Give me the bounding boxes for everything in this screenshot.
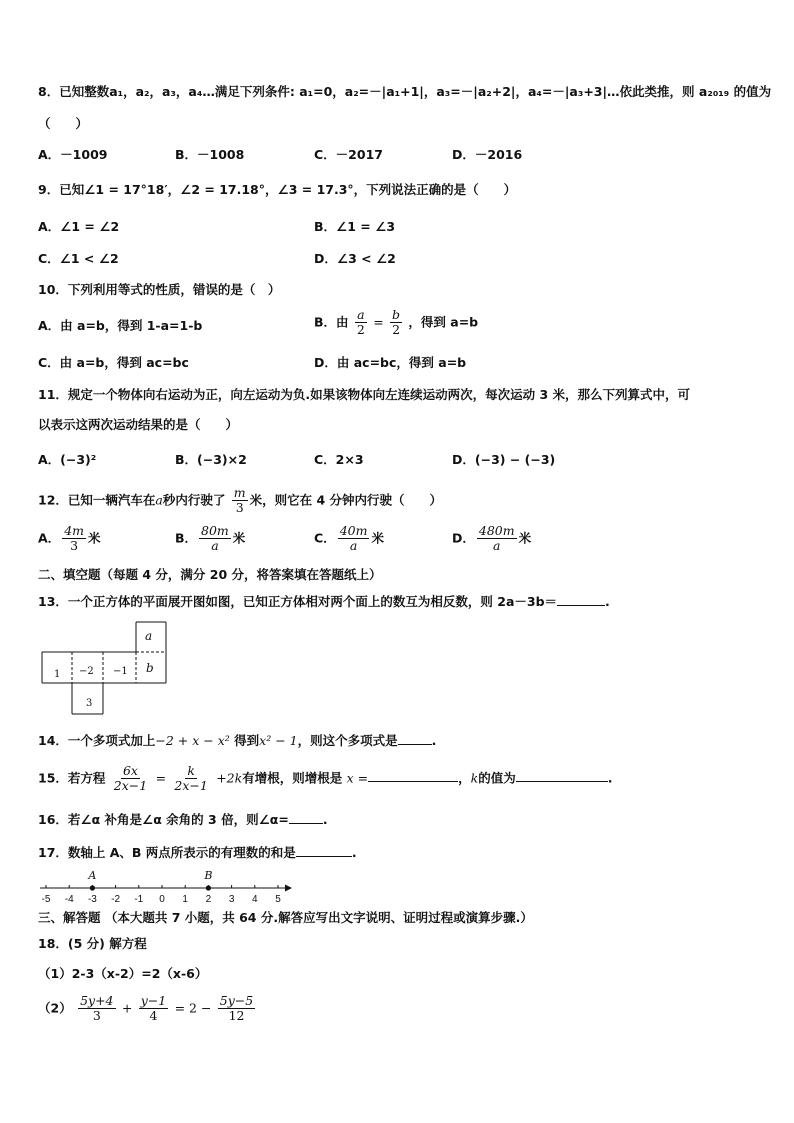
- q11-stem-line2: 以表示这两次运动结果的是（ ）: [38, 417, 239, 432]
- q12-option-a: [38, 524, 101, 554]
- q15-root-blank: [368, 781, 458, 782]
- q15-comma: ，: [458, 770, 471, 786]
- q10-option-b-suffix: ，得到 a=b: [408, 314, 479, 330]
- q12-option-a-den: 3: [70, 538, 79, 554]
- q14-expression: −2 + x − x²: [155, 733, 230, 748]
- q8-option-b: B．－1008: [175, 147, 245, 162]
- q14-stem: [38, 733, 436, 748]
- number-line-point-label-b: B: [204, 869, 213, 882]
- q15-fraction-2: [172, 764, 209, 794]
- q18-stem: 18．(5 分) 解方程: [38, 936, 147, 951]
- q9-option-b: B．∠1 = ∠3: [314, 219, 396, 234]
- q13-net-label-neg1: −1: [113, 666, 128, 677]
- q12-option-c-unit: 米: [371, 530, 384, 546]
- q13-net-label-a: a: [145, 629, 153, 643]
- q13-end: .: [605, 594, 610, 609]
- q18-part-2: [38, 994, 257, 1024]
- q11-stem-line1: 11．规定一个物体向右运动为正，向左运动为负.如果该物体向左连续运动两次，每次运动 3 米，那么下列算式中，可: [38, 387, 691, 402]
- q14-mid: 得到: [234, 733, 260, 748]
- q12-option-c-fraction: [338, 524, 370, 554]
- q12-option-d-den: a: [493, 538, 501, 554]
- q12-stem-fraction-den: 3: [235, 500, 244, 516]
- q18-fraction-2-den: 4: [149, 1008, 158, 1024]
- q15-fraction-2-den: 2x−1: [174, 778, 208, 794]
- q18-fraction-2: [139, 994, 169, 1024]
- q8-option-a: A．－1009: [38, 147, 108, 162]
- q18-fraction-3-num: 5y−5: [219, 993, 254, 1008]
- q12-option-c: [314, 524, 384, 554]
- q10-option-d: D．由 ac=bc，得到 a=b: [314, 355, 467, 370]
- number-line-tick-label: -4: [64, 894, 74, 905]
- q9-option-a: A．∠1 = ∠2: [38, 219, 120, 234]
- number-line-tick-label: -1: [134, 894, 144, 905]
- q18-fraction-1-den: 3: [92, 1008, 101, 1024]
- q15-fraction-2-num: k: [187, 763, 195, 778]
- q10-fraction-b-den: 2: [392, 322, 401, 338]
- q18-part-1: （1）2-3（x-2）=2（x-6）: [38, 966, 208, 981]
- q12-option-c-den: a: [349, 538, 358, 554]
- q15-prefix: 15．若方程: [38, 770, 106, 786]
- q18-fraction-1-num: 5y+4: [80, 993, 114, 1008]
- q15-mid: 有增根，则增根是: [242, 770, 343, 786]
- number-line-tick-label: 0: [159, 894, 165, 905]
- number-line-point-a: [90, 885, 95, 890]
- section-3-heading: 三、解答题 （本大题共 7 小题，共 64 分.解答应写出文字说明、证明过程或演算步骤.）: [38, 910, 533, 925]
- q10-equals: =: [373, 314, 384, 330]
- q10-fraction-b-num: b: [392, 307, 401, 322]
- q12-option-c-label: C．: [314, 530, 336, 546]
- q12-option-b-den: a: [211, 538, 219, 554]
- q12-stem-fraction: [232, 486, 248, 516]
- q13-stem-text: 13．一个正方体的平面展开图如图，已知正方体相对两个面上的数互为相反数，则 2a－3b＝: [38, 594, 558, 609]
- number-line-tick-label: 1: [182, 894, 188, 905]
- q12-option-b-label: B．: [175, 530, 198, 546]
- section-2-heading: 二、填空题（每题 4 分，满分 20 分，将答案填在答题纸上）: [38, 567, 382, 582]
- q15-x-equals: x =: [346, 770, 369, 786]
- q10-option-a: A．由 a=b，得到 1-a=1-b: [38, 318, 203, 333]
- q12-option-a-fraction: [62, 524, 86, 554]
- q10-option-c: C．由 a=b，得到 ac=bc: [38, 355, 189, 370]
- q10-fraction-b: [390, 308, 402, 338]
- number-line-point-b: [206, 885, 211, 890]
- q12-stem-variable: a: [155, 492, 163, 508]
- q8-option-d: D．－2016: [452, 147, 523, 162]
- q17-number-line: [36, 868, 298, 908]
- q15-fraction-1-den: 2x−1: [113, 778, 148, 794]
- q13-net-label-3: 3: [86, 698, 93, 709]
- q12-option-c-num: 40m: [339, 523, 368, 538]
- q9-option-d: D．∠3 < ∠2: [314, 251, 396, 266]
- q15-fraction-1-num: 6x: [122, 763, 138, 778]
- q17-stem-text: 17．数轴上 A、B 两点所表示的有理数的和是: [38, 845, 296, 860]
- q14-prefix: 14．一个多项式加上: [38, 733, 156, 748]
- q12-option-a-unit: 米: [88, 530, 101, 546]
- q11-option-d: D．(−3) − (−3): [452, 452, 556, 467]
- q14-suffix: ，则这个多项式是: [297, 733, 398, 748]
- number-line-tick-label: 2: [205, 894, 212, 905]
- q17-stem: [38, 845, 357, 860]
- q12-option-b-fraction: [199, 524, 231, 554]
- number-line-tick-label: -5: [41, 894, 51, 905]
- q18-plus: +: [121, 1000, 133, 1016]
- q15-k-blank: [516, 781, 608, 782]
- q9-stem: 9．已知∠1 = 17°18′，∠2 = 17.18°，∠3 = 17.3°，下列说法正确的是（ ）: [38, 182, 517, 197]
- q8-stem-line2: （ ）: [38, 116, 89, 131]
- q15-tail: +2k: [216, 770, 243, 786]
- q13-net-label-1: 1: [54, 669, 61, 680]
- q15-k-variable: k: [470, 770, 479, 786]
- q12-stem-mid: 秒内行驶了: [162, 492, 226, 508]
- q8-stem-line1: 8．已知整数a₁，a₂，a₃，a₄…满足下列条件: a₁=0，a₂=－|a₁+1|，a₃=－|a₂+2|，a₄=－|a₃+3|…依此类推，则 a₂₀₁₉ 的值为: [38, 84, 772, 99]
- q14-expression-2: x² − 1: [259, 733, 298, 748]
- q18-fraction-3-den: 12: [228, 1008, 245, 1024]
- q16-stem: [38, 812, 328, 827]
- q18-fraction-1: [78, 994, 115, 1024]
- q14-end: .: [431, 733, 437, 748]
- number-line-tick-label: 4: [252, 894, 258, 905]
- number-line-tick-label: -3: [87, 894, 97, 905]
- q18-equals: = 2 −: [174, 1000, 212, 1016]
- q12-stem: [38, 486, 442, 516]
- q15-end: .: [607, 770, 613, 786]
- q17-end: .: [351, 845, 357, 860]
- q10-stem: 10．下列利用等式的性质，错误的是（ ）: [38, 282, 281, 297]
- q10-option-b: [314, 308, 478, 338]
- q16-stem-text: 16．若∠α 补角是∠α 余角的 3 倍，则∠α=: [38, 812, 289, 827]
- number-line-tick-label: -2: [111, 894, 121, 905]
- q10-fraction-a-num: a: [357, 307, 365, 322]
- q12-option-d-label: D．: [452, 530, 475, 546]
- q18-fraction-2-num: y−1: [140, 993, 167, 1008]
- q12-stem-prefix: 12．已知一辆汽车在: [38, 492, 156, 508]
- q12-option-d-fraction: [477, 524, 517, 554]
- q13-answer-blank: [557, 605, 605, 606]
- q14-answer-blank: [398, 744, 432, 745]
- q12-option-a-label: A．: [38, 530, 61, 546]
- q10-fraction-a: [355, 308, 367, 338]
- q12-option-d-num: 480m: [478, 523, 515, 538]
- q16-answer-blank: [289, 823, 323, 824]
- q11-option-b: B．(−3)×2: [175, 452, 247, 467]
- q10-option-b-prefix: B．由: [314, 314, 349, 330]
- q15-equals: =: [155, 770, 167, 786]
- q16-end: .: [322, 812, 328, 827]
- q18-part-2-label: （2）: [38, 1000, 72, 1016]
- q9-option-c: C．∠1 < ∠2: [38, 251, 119, 266]
- q12-option-b-unit: 米: [232, 530, 246, 546]
- q12-stem-suffix: 米，则它在 4 分钟内行驶（ ）: [249, 492, 442, 508]
- q15-stem: [38, 764, 612, 794]
- q15-k-mid: 的值为: [478, 770, 516, 786]
- q12-option-a-num: 4m: [64, 523, 84, 538]
- q13-net-label-b: b: [146, 661, 154, 675]
- q8-option-c: C．－2017: [314, 147, 383, 162]
- q12-stem-fraction-num: m: [233, 485, 246, 500]
- q12-option-d: [452, 524, 531, 554]
- q11-option-a: A．(−3)²: [38, 452, 97, 467]
- number-line-tick-label: 3: [228, 894, 235, 905]
- q12-option-b: [175, 524, 245, 554]
- q11-option-c: C．2×3: [314, 452, 364, 467]
- q13-net-label-neg2: −2: [79, 666, 94, 677]
- q17-answer-blank: [296, 856, 352, 857]
- q10-fraction-a-den: 2: [356, 322, 365, 338]
- number-line-point-label-a: A: [88, 869, 97, 882]
- q13-stem: [38, 594, 610, 609]
- q15-fraction-1: [112, 764, 149, 794]
- q12-option-b-num: 80m: [201, 523, 229, 538]
- number-line-tick-label: 5: [275, 894, 281, 905]
- q18-fraction-3: [218, 994, 255, 1024]
- number-line-arrow-icon: [285, 885, 292, 892]
- q12-option-d-unit: 米: [518, 530, 532, 546]
